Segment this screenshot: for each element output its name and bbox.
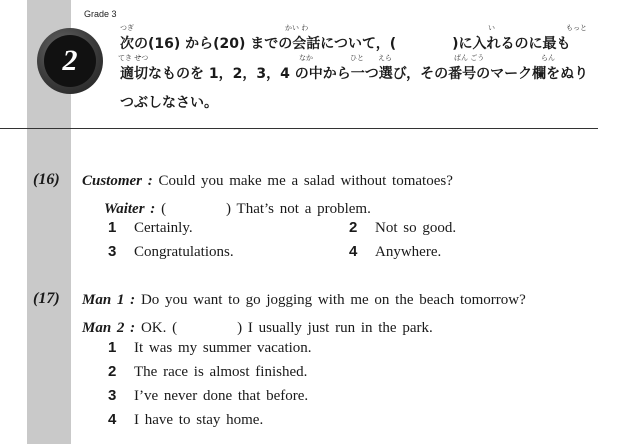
option-16-1 bbox=[108, 219, 193, 237]
option-17-2 bbox=[108, 363, 307, 381]
option-16-4 bbox=[349, 243, 441, 261]
option-text: Not so good. bbox=[375, 220, 457, 236]
question-16-line-1 bbox=[82, 173, 453, 190]
option-number: 2 bbox=[108, 363, 117, 380]
option-text: I have to stay home. bbox=[134, 412, 264, 428]
speaker-man-1: Man 1 : bbox=[82, 292, 136, 308]
instruction-line-2: 適切なものを 1，2，3，4 の中から一つ選び，その番号のマーク欄をぬり bbox=[120, 66, 589, 82]
ruby-tekisetsu: てき せつ bbox=[118, 54, 149, 62]
option-16-3 bbox=[108, 243, 234, 261]
option-number: 1 bbox=[108, 339, 117, 356]
ruby-motto: もっと bbox=[566, 24, 587, 32]
utterance-text: Do you want to go jogging with me on the beach tomorrow? bbox=[140, 292, 526, 308]
option-17-4 bbox=[108, 411, 263, 429]
option-text: The race is almost finished. bbox=[134, 364, 308, 380]
instruction-line-1: 次の(16) から(20) までの会話について，( )に入れるのに最も bbox=[120, 36, 571, 52]
speaker-customer: Customer : bbox=[82, 173, 153, 189]
option-number: 1 bbox=[108, 219, 117, 236]
utterance-text: Could you make me a salad without tomatoes? bbox=[158, 173, 453, 189]
option-number: 3 bbox=[108, 387, 117, 404]
question-16-number: (16) bbox=[33, 171, 60, 188]
question-17-line-2 bbox=[82, 316, 433, 337]
ruby-ran: らん bbox=[541, 54, 555, 62]
ruby-tsugi: つぎ bbox=[120, 24, 134, 32]
question-17-number: (17) bbox=[33, 290, 60, 307]
option-text: Certainly. bbox=[134, 220, 193, 236]
grade-label: Grade 3 bbox=[84, 9, 117, 19]
ruby-kaiwa: かい わ bbox=[285, 24, 309, 32]
option-number: 2 bbox=[349, 219, 358, 236]
utterance-text: ( ) That’s not a problem. bbox=[161, 201, 371, 217]
option-text: Congratulations. bbox=[134, 244, 234, 260]
option-number: 3 bbox=[108, 243, 117, 260]
ruby-naka: なか bbox=[299, 54, 313, 62]
ruby-hito: ひと bbox=[350, 54, 364, 62]
utterance-text: OK. ( ) I usually just run in the park. bbox=[140, 320, 433, 336]
ruby-era: えら bbox=[378, 54, 392, 62]
speaker-waiter: Waiter : bbox=[104, 201, 156, 217]
section-number: 2 bbox=[44, 35, 96, 87]
section-number-badge bbox=[37, 28, 103, 94]
option-text: It was my summer vacation. bbox=[134, 340, 312, 356]
option-text: I’ve never done that before. bbox=[134, 388, 309, 404]
option-text: Anywhere. bbox=[375, 244, 442, 260]
speaker-man-2: Man 2 : bbox=[82, 320, 136, 336]
option-16-2 bbox=[349, 219, 456, 237]
instruction-line-3: つぶしなさい。 bbox=[120, 95, 218, 111]
section-header bbox=[0, 0, 620, 128]
section-divider bbox=[0, 128, 598, 129]
option-number: 4 bbox=[349, 243, 358, 260]
question-17-line-1 bbox=[82, 292, 526, 309]
option-number: 4 bbox=[108, 411, 117, 428]
option-17-1 bbox=[108, 339, 312, 357]
ruby-i: い bbox=[488, 24, 495, 32]
option-17-3 bbox=[108, 387, 308, 405]
question-16-line-2 bbox=[104, 197, 371, 218]
ruby-bangou: ばん ごう bbox=[454, 54, 485, 62]
